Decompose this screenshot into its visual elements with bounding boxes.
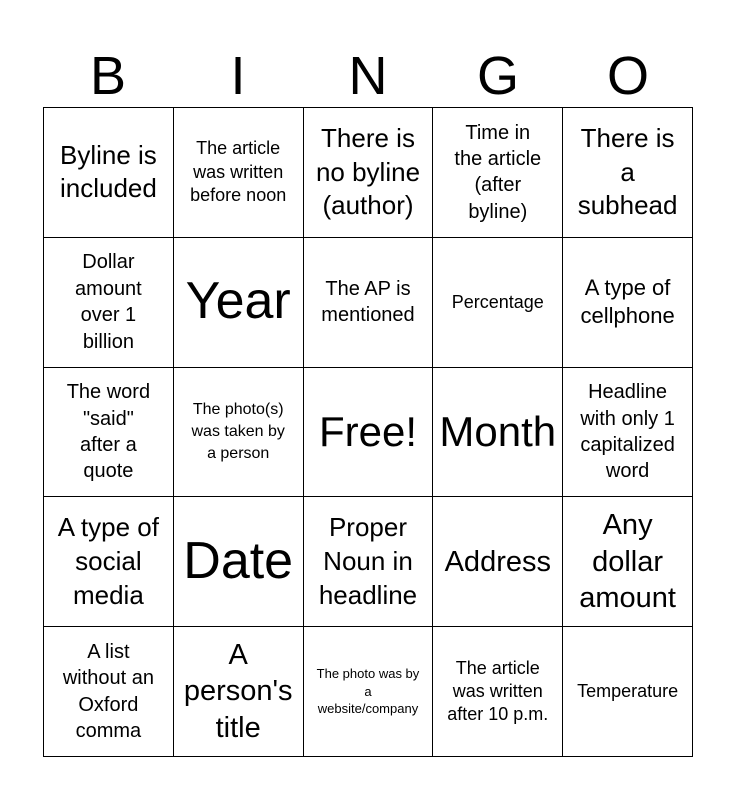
bingo-cell	[44, 497, 174, 627]
cell-text: The article was written before noon	[190, 138, 287, 206]
cell-text: There is a subhead	[577, 122, 678, 221]
cell-text: The article was written after 10 p.m.	[447, 657, 549, 725]
cell-text: Any dollar amount	[579, 509, 676, 614]
bingo-cell	[563, 238, 693, 368]
cell-text: Proper Noun in headline	[318, 512, 418, 610]
bingo-cell	[304, 627, 434, 757]
bingo-cell	[174, 627, 304, 757]
cell-text: Headline with only 1 capitalized word	[580, 381, 675, 483]
cell-text: Month	[439, 407, 557, 455]
bingo-cell	[304, 368, 434, 498]
bingo-header	[43, 40, 693, 108]
cell-text: Dollar amount over 1 billion	[75, 251, 142, 353]
header-letter-i: I	[230, 46, 246, 106]
cell-text: There is no byline (author)	[315, 122, 421, 221]
header-letter-o: O	[606, 46, 649, 106]
header-letter-g: G	[476, 46, 519, 106]
cell-text: A list without an Oxford comma	[62, 640, 154, 742]
bingo-cell	[44, 368, 174, 498]
bingo-cell	[433, 238, 563, 368]
bingo-cell	[44, 238, 174, 368]
bingo-cell	[563, 627, 693, 757]
bingo-cell	[433, 108, 563, 238]
bingo-board	[43, 107, 693, 757]
bingo-cell	[174, 497, 304, 627]
bingo-cell	[304, 108, 434, 238]
cell-text: The AP is mentioned	[321, 277, 415, 327]
cell-text: Free!	[318, 407, 417, 455]
bingo-cell	[44, 627, 174, 757]
bingo-cell	[174, 238, 304, 368]
cell-text: Percentage	[451, 291, 544, 312]
cell-text: A type of cellphone	[580, 274, 675, 329]
cell-text: The photo(s) was taken by a person	[191, 400, 285, 463]
bingo-cell	[174, 368, 304, 498]
cell-text: A type of social media	[57, 512, 159, 610]
bingo-cell	[433, 497, 563, 627]
bingo-cell	[563, 108, 693, 238]
cell-text: The photo was by a website/company	[316, 666, 420, 717]
bingo-cell	[563, 497, 693, 627]
cell-text: The word "said" after a quote	[66, 381, 151, 483]
bingo-cell	[174, 108, 304, 238]
bingo-cell	[433, 368, 563, 498]
bingo-cell	[304, 238, 434, 368]
header-letter-n: N	[348, 46, 388, 106]
header-letter-b: B	[89, 46, 127, 106]
cell-text: Date	[183, 531, 294, 590]
bingo-cell	[563, 368, 693, 498]
cell-text: A person's title	[183, 639, 293, 744]
bingo-cell	[44, 108, 174, 238]
cell-text: Address	[444, 545, 551, 578]
cell-text: Year	[185, 272, 291, 331]
cell-text: Time in the article (after byline)	[454, 121, 542, 223]
bingo-cell	[304, 497, 434, 627]
bingo-cell	[433, 627, 563, 757]
cell-text: Temperature	[577, 680, 679, 701]
cell-text: Byline is included	[59, 139, 157, 204]
